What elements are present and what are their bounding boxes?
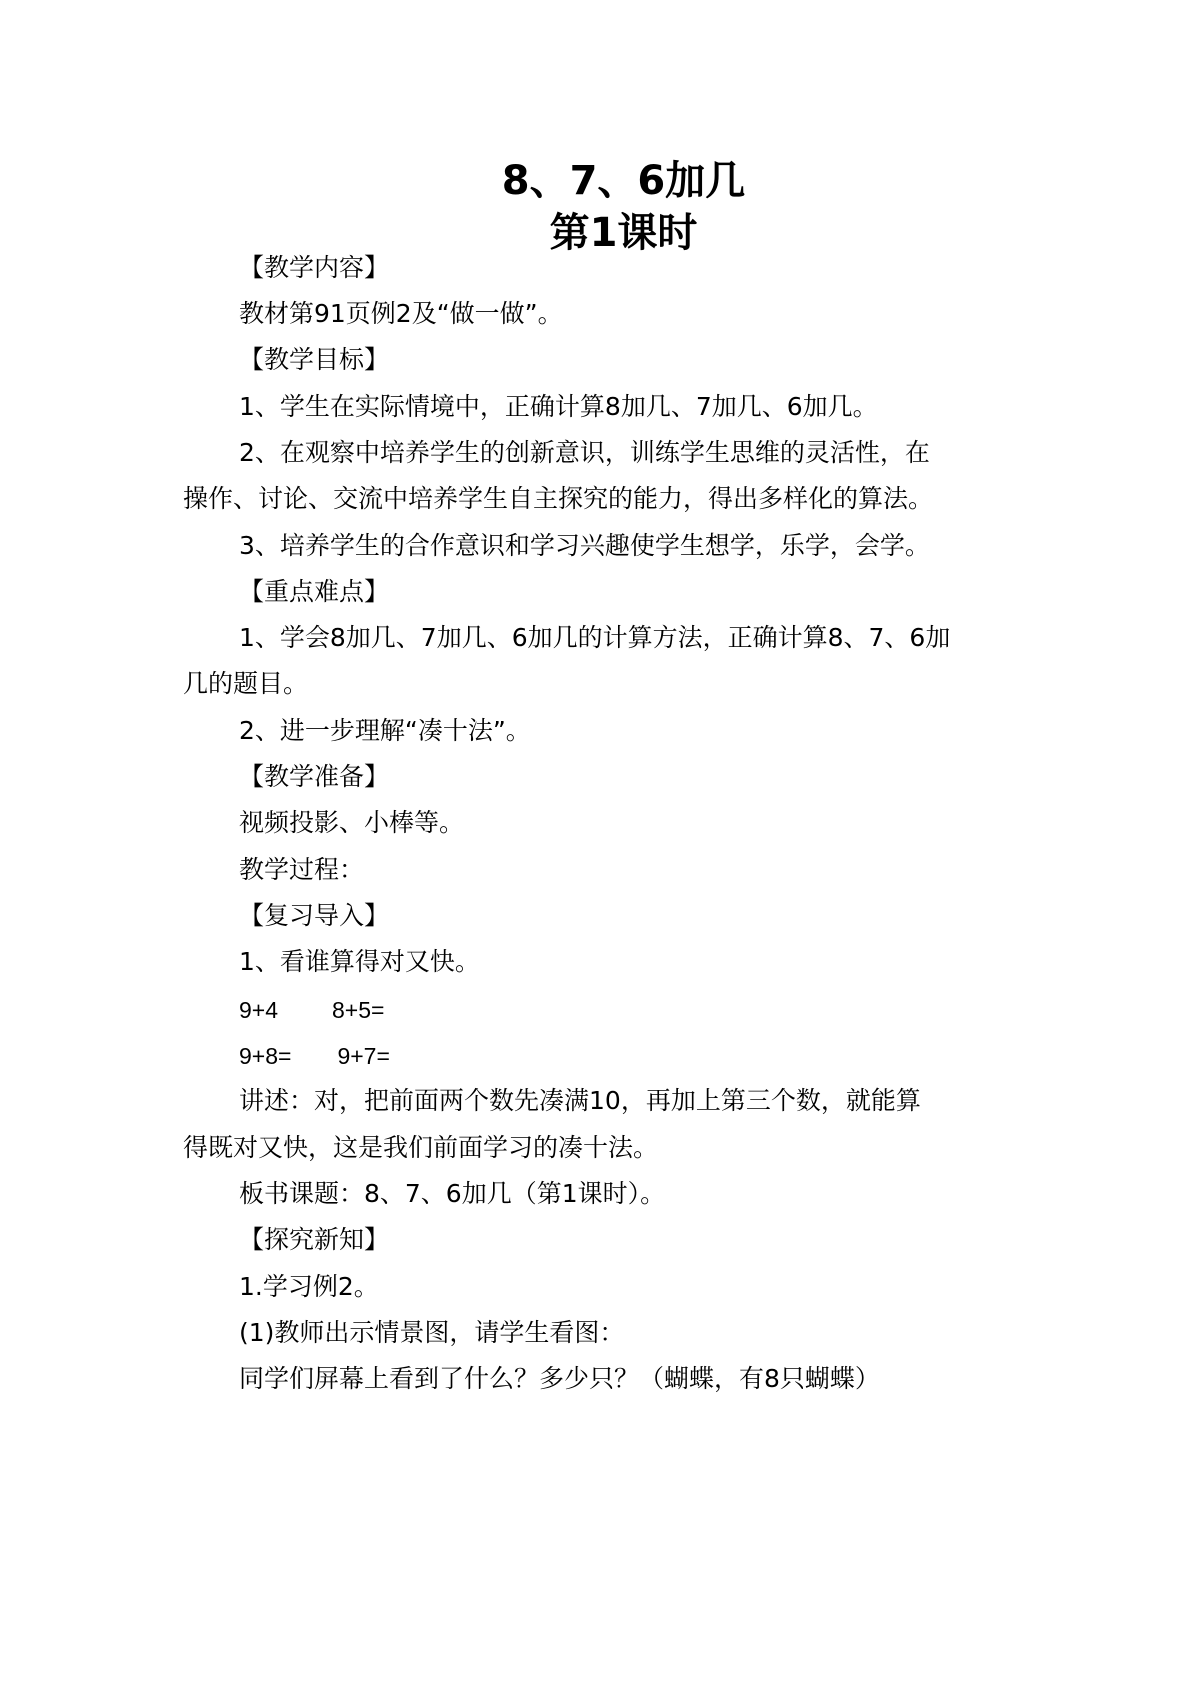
paragraph-process-label: 教学过程：	[239, 855, 365, 884]
goal-item-2-line-2: 操作、讨论、交流中培养学生自主探究的能力，得出多样化的算法。	[183, 484, 934, 513]
key-point-1-line-2: 几的题目。	[183, 669, 309, 698]
explore-question: 同学们屏幕上看到了什么？多少只？（蝴蝶，有8只蝴蝶）	[239, 1364, 880, 1393]
section-heading-explore: 【探究新知】	[239, 1225, 390, 1254]
section-heading-teaching-goals: 【教学目标】	[239, 345, 390, 374]
section-heading-preparation: 【教学准备】	[239, 762, 390, 791]
exercise-9-plus-7: 9+7=	[337, 1043, 390, 1069]
review-item-1: 1、看谁算得对又快。	[239, 947, 480, 976]
paragraph-preparation: 视频投影、小棒等。	[239, 808, 465, 837]
goal-item-3: 3、培养学生的合作意识和学习兴趣使学生想学，乐学，会学。	[239, 531, 930, 560]
goal-item-2-line-1: 2、在观察中培养学生的创新意识，训练学生思维的灵活性，在	[239, 438, 930, 467]
goal-item-1: 1、学生在实际情境中，正确计算8加几、7加几、6加几。	[239, 392, 878, 421]
exercise-9-plus-4: 9+4	[239, 997, 279, 1023]
key-point-2: 2、进一步理解“凑十法”。	[239, 716, 531, 745]
document-subtitle: 第1课时	[549, 210, 698, 256]
explore-item-1: 1.学习例2。	[239, 1272, 379, 1301]
explanation-line-1: 讲述：对，把前面两个数先凑满10，再加上第三个数，就能算	[239, 1086, 921, 1115]
board-title-line: 板书课题：8、7、6加几（第1课时）。	[239, 1179, 666, 1208]
exercise-row-1	[239, 994, 384, 1026]
exercise-row-2	[239, 1040, 390, 1072]
section-heading-teaching-content: 【教学内容】	[239, 253, 390, 282]
explore-step-1: (1)教师出示情景图，请学生看图：	[239, 1318, 625, 1347]
section-heading-key-points: 【重点难点】	[239, 577, 390, 606]
exercise-9-plus-8: 9+8=	[239, 1043, 292, 1069]
section-heading-review: 【复习导入】	[239, 901, 390, 930]
explanation-line-2: 得既对又快，这是我们前面学习的凑十法。	[183, 1133, 659, 1162]
paragraph-textbook-reference: 教材第91页例2及“做一做”。	[239, 299, 563, 328]
key-point-1-line-1: 1、学会8加几、7加几、6加几的计算方法，正确计算8、7、6加	[239, 623, 951, 652]
document-title: 8、7、6加几	[501, 158, 746, 204]
exercise-8-plus-5: 8+5=	[332, 997, 385, 1023]
